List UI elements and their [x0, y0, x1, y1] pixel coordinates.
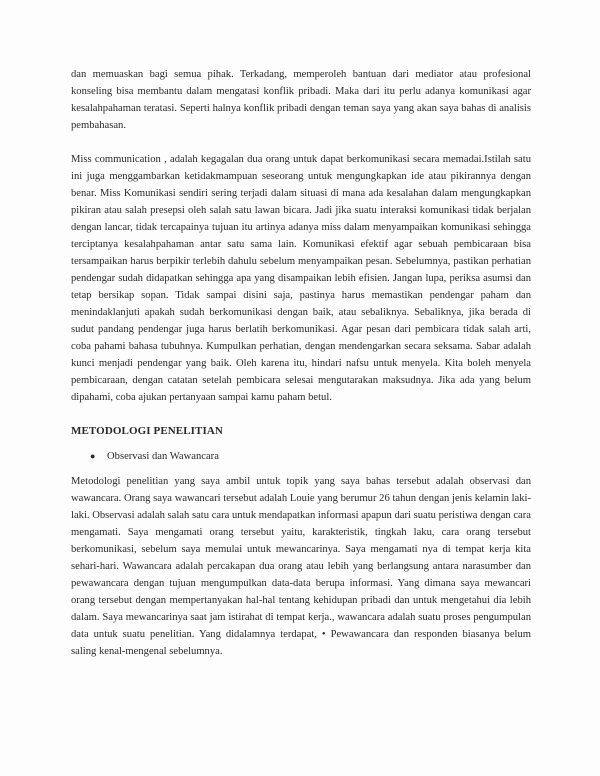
section-heading: METODOLOGI PENELITIAN	[71, 425, 223, 437]
document-body	[71, 66, 531, 660]
list-item	[71, 448, 531, 465]
bullet-list	[71, 448, 531, 465]
paragraph-miss-communication: Miss communication , adalah kegagalan dua orang untuk dapat berkomunikasi secara memadai.Istilah satu ini juga menggambarkan ketidakmampuan seseorang untuk mengungkapkan ide atau pikirannya dengan benar. Miss Komunikasi sendiri sering terjadi dalam situasi di mana ada kesalahan dalam mengungkapkan pikiran atau salah presepsi oleh salah satu lawan bicara. Jadi jika suatu interaksi komunikasi tidak berjalan dengan lancar, tidak tercapainya tujuan itu artinya adanya miss dalam menyampaikan komunikasi sehingga terciptanya kesalahpahaman antar satu sama lain. Komunikasi efektif agar sebuah pembicaraan bisa tersampaikan harus berpikir terlebih dahulu sebelum menyampaikan pesan. Sebelumnya, pastikan perhatian pendengar sudah didapatkan sehingga apa yang disampaikan lebih efisien. Jangan lupa, periksa asumsi dan tetap bersikap sopan. Tidak sampai disini saja, pastinya harus memastikan pendengar paham dan menindaklanjuti apakah sudah berkomunikasi dengan baik, atau sebaliknya. Sebaliknya, jika berada di sudut pandang pendengar juga harus berlatih berkomunikasi. Agar pesan dari pembicara tidak salah arti, coba pahami bahasa tubuhnya. Kumpulkan perhatian, dengan mendengarkan secara seksama. Sabar adalah kunci menjadi pendengar yang baik. Oleh karena itu, hindari nafsu untuk menyela. Kita boleh menyela pembicaraan, dengan catatan setelah pembicara selesai mengutarakan maksudnya. Jika ada yang belum dipahami, coba ajukan pertanyaan sampai kamu paham betul.	[71, 154, 531, 403]
paragraph-methodology: Metodologi penelitian yang saya ambil untuk topik yang saya bahas tersebut adalah observasi dan wawancara. Orang saya wawancari tersebut adalah Louie yang berumur 26 tahun dengan jenis kelamin laki-laki. Observasi adalah salah satu cara untuk mendapatkan informasi apapun dari suatu peristiwa dengan cara mengamati. Saya mengamati orang tersebut yaitu, karakteristik, tingkah laku, cara orang tersebut berkomunikasi, sebelum saya memulai untuk mewancarinya. Saya mengamati nya di tempat kerja kita sehari-hari. Wawancara adalah percakapan dua orang atau lebih yang berlangsung antara narasumber dan pewawancara dengan tujuan mengumpulkan data-data berupa informasi. Yang dimana saya mewancari orang tersebut dengan mempertanyakan hal-hal tentang kehidupan pribadi dan untuk mengetahui dia lebih dalam. Saya mewancarinya saat jam istirahat di tempat kerja., wawancara adalah suatu proses pengumpulan data untuk suatu penelitian. Yang didalamnya terdapat, • Pewawancara dan responden biasanya belum saling kenal-mengenal sebelumnya.	[71, 476, 531, 657]
bullet-item-label: Observasi dan Wawancara	[107, 451, 219, 462]
bullet-icon: ●	[90, 451, 96, 461]
paragraph-mediation: dan memuaskan bagi semua pihak. Terkadang, memperoleh bantuan dari mediator atau profesional konseling bisa membantu dalam mengatasi konflik pribadi. Maka dari itu perlu adanya komunikasi agar kesalahpahaman teratasi. Seperti halnya konflik pribadi dengan teman saya yang akan saya bahas di analisis pembahasan.	[71, 69, 531, 131]
